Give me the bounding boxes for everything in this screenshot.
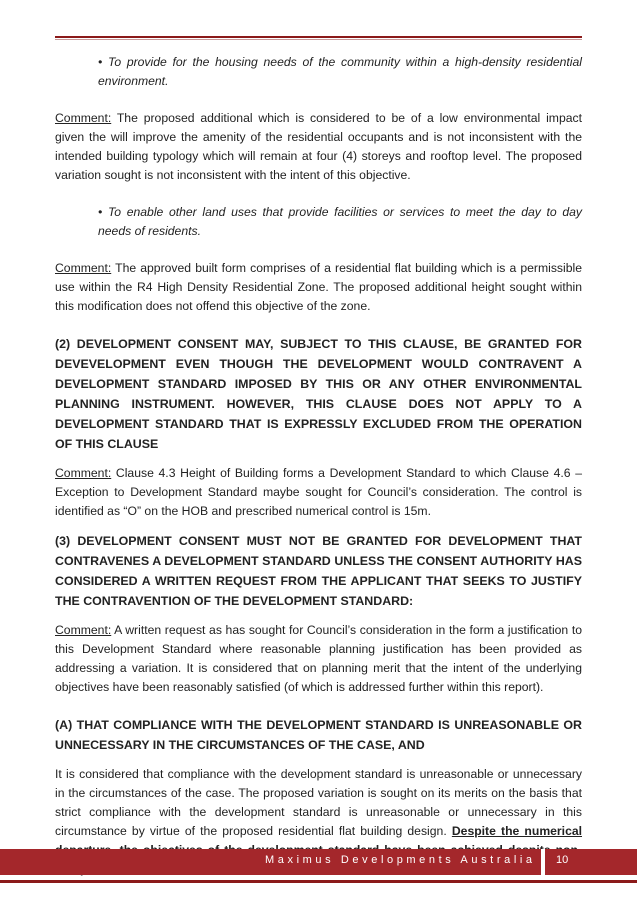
footer-company: Maximus Developments Australia xyxy=(265,854,536,866)
page-body xyxy=(55,53,582,879)
clause-heading-3: (3) DEVELOPMENT CONSENT MUST NOT BE GRANTED FOR DEVELOPMENT THAT CONTRAVENES A DEVELOPMENT STANDARD UNLESS THE CONSENT AUTHORITY HAS CONSIDERED A WRITTEN REQUEST FROM THE APPLICANT THAT SEEKS TO JUSTIFY THE CONTRAVENTION OF THE DEVELOPMENT STANDARD: xyxy=(55,534,582,608)
comment-label: Comment: xyxy=(55,466,112,480)
comment-text-3: Clause 4.3 Height of Building forms a Development Standard to which Clause 4.6 – Exception to Development Standard maybe sought for Council’s consideration. The control is identified as “O” on the HOB and prescribed numerical control is 15m. xyxy=(55,466,582,518)
objective-bullet-1: • To provide for the housing needs of the community within a high-density residential environment. xyxy=(98,55,582,88)
comment-label: Comment: xyxy=(55,111,112,125)
comment-label: Comment: xyxy=(55,261,112,275)
footer-divider xyxy=(541,849,545,875)
page-number: 10 xyxy=(556,854,569,866)
header-rule-thin xyxy=(55,39,582,40)
footer-rule xyxy=(0,880,637,883)
final-emphasis: Despite the numerical xyxy=(451,824,583,838)
objective-text-2: To enable other land uses that provide facilities or services to meet the day to day needs of residents. xyxy=(98,205,583,238)
comment-text-4: A written request as has sought for Council’s consideration in the form a justification to this Development Standard where reasonable planning justification has been provided as addressing a variation. It is considered that on planning merit that the intent of the underlying objectives have been reasonably satisfied (of which is addressed further within this report). xyxy=(55,623,582,694)
final-text: It is considered that compliance with the development standard is unreasonable or unnecessary in the circumstances of the case. The proposed variation is sought on its merits on the basis that strict compliance with the development standard is unreasonable or unnecessary in this circumstance by virtue of the proposed residential flat building design. xyxy=(55,767,582,838)
comment-paragraph-2 xyxy=(55,259,582,316)
objective-bullet-2: • To enable other land uses that provide facilities or services to meet the day to day needs of residents. xyxy=(98,205,583,238)
comment-paragraph-3 xyxy=(55,464,582,521)
clause-heading-2: (2) DEVELOPMENT CONSENT MAY, SUBJECT TO THIS CLAUSE, BE GRANTED FOR DEVEVELOPMENT EVEN THOUGH THE DEVELOPMENT WOULD CONTRAVENT A DEVELOPMENT STANDARD IMPOSED BY THIS OR ANY OTHER ENVIRONMENTAL PLANNING INSTRUMENT. HOWEVER, THIS CLAUSE DOES NOT APPLY TO A DEVELOPMENT STANDARD THAT IS EXPRESSLY EXCLUDED FROM THE OPERATION OF THIS CLAUSE xyxy=(55,337,582,451)
clause-heading-a: (A) THAT COMPLIANCE WITH THE DEVELOPMENT STANDARD IS UNREASONABLE OR UNNECESSARY IN THE CIRCUMSTANCES OF THE CASE, AND xyxy=(55,718,582,752)
comment-text-2: The approved built form comprises of a residential flat building which is a permissible use within the R4 High Density Residential Zone. The proposed additional height sought within this modification does not offend this objective of the zone. xyxy=(55,261,582,313)
comment-paragraph-1 xyxy=(55,109,582,185)
objective-text-1: To provide for the housing needs of the community within a high-density residential environment. xyxy=(98,55,582,88)
header-rule xyxy=(55,36,582,38)
comment-text-1: The proposed additional which is considered to be of a low environmental impact given the will improve the amenity of the residential occupants and is not inconsistent with the intended building typology which will remain at four (4) storeys and rooftop level. The proposed variation sought is not inconsistent with the intent of this objective. xyxy=(55,111,582,182)
comment-label: Comment: xyxy=(55,623,112,637)
comment-paragraph-4 xyxy=(55,621,582,697)
